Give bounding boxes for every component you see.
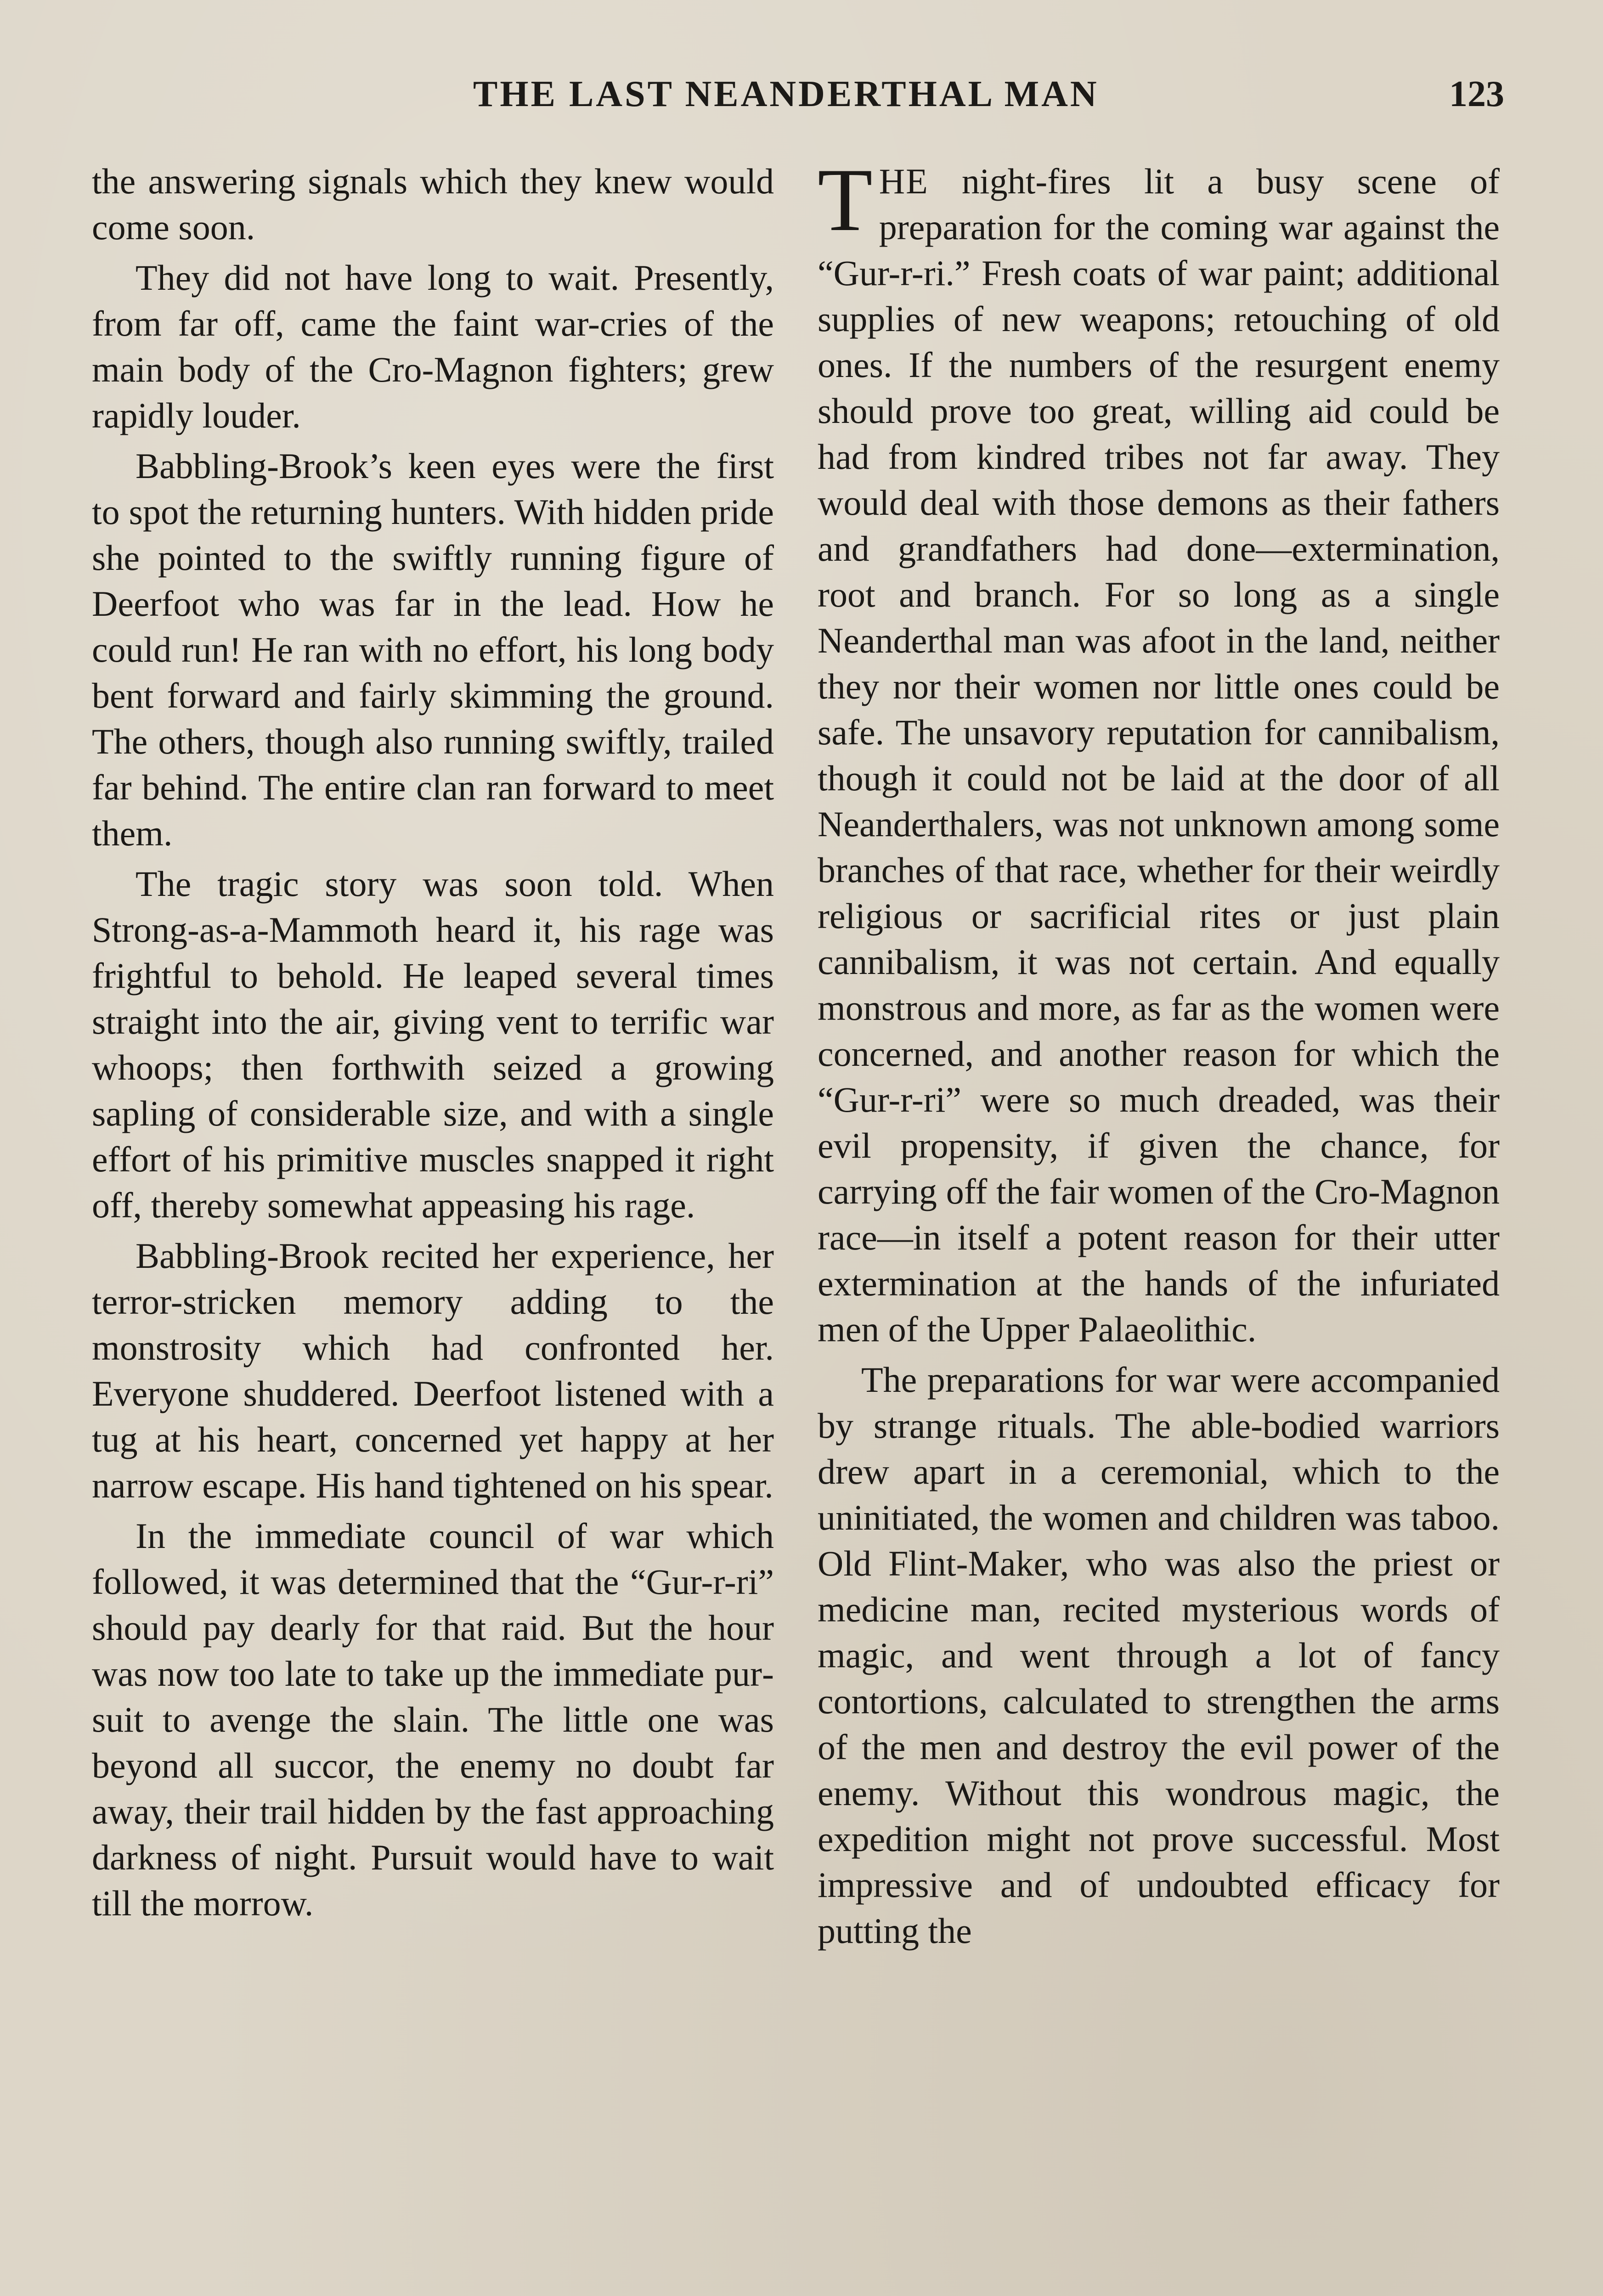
paragraph: In the immediate council of war which followed, it was determined that the “Gur-r-ri” should pay dearly for that raid. But the hour was now too late to take up the immediate pursuit to avenge the slain. The little one was beyond all succor, the enemy no doubt far away, their trail hidden by the fast approaching darkness of night. Pursuit would have to wait till the morrow. [92,1516,774,1923]
right-column [818,150,1500,1958]
paragraph: Babbling-Brook recited her experience, her terror-stricken memory adding to the monstrosity which had confronted her. Everyone shuddered. Deerfoot listened with a tug at his heart, concerned yet happy at her narrow escape. His hand tightened on his spear. [92,1236,774,1505]
paragraph: They did not have long to wait. Presently, from far off, came the faint war-cries of the main body of the Cro-Magnon fighters; grew rapidly louder. [92,258,774,435]
left-column [92,158,774,1931]
paragraph: Babbling-Brook’s keen eyes were the first to spot the returning hunters. With hidden pride she pointed to the swiftly running figure of Deerfoot who was far in the lead. How he could run! He ran with no effort, his long body bent forward and fairly skimming the ground. The others, though also running swiftly, trailed far behind. The entire clan ran forward to meet them. [92,446,774,853]
opening-paragraph [818,150,1500,1352]
paragraph-text: night-fires lit a busy scene of preparation for the coming war against the “Gur-r-ri.” Fresh coats of war paint; additional supplies of new weapons; retouching of old ones. If the numbers of the resurgent enemy should prove too great, willing aid could be had from kindred tribes not far away. They would deal with those demons as their fathers and grandfathers had done—extermination, root and branch. For so long as a single Neanderthal man was afoot in the land, neither they nor their women nor little ones could be safe. The unsavory reputation for cannibalism, though it could not be laid at the door of all Neanderthalers, was not unknown among some branches of that race, whether for their weirdly religious or sacrificial rites or just plain cannibalism, it was not certain. And equally monstrous and more, as far as the women were concerned, and another reason for which the “Gur-r-ri” were so much dreaded, was their evil propensity, if given the chance, for carrying off the fair women of the Cro-Magnon race—in itself a potent reason for their utter extermination at the hands of the infuriated men of the Upper Palaeolithic. [818,161,1500,1349]
page-header [0,73,1603,124]
running-title: THE LAST NEANDERTHAL MAN [473,74,1099,114]
first-word-rest: HE [879,161,929,201]
paragraph: the answering signals which they knew would come soon. [92,161,774,247]
paragraph: The tragic story was soon told. When Strong-as-a-Mammoth heard it, his rage was frightful to behold. He leaped several times straight into the air, giving vent to terrific war whoops; then forthwith seized a growing sapling of considerable size, and with a single effort of his primitive muscles snapped it right off, thereby somewhat appeasing his rage. [92,864,774,1225]
drop-cap: T [818,150,873,250]
page-number: 123 [1449,74,1504,114]
paragraph: The preparations for war were accompanied by strange rituals. The able-bodied warriors drew apart in a ceremonial, which to the uninitiated, the women and children was taboo. Old Flint-Maker, who was also the priest or medicine man, recited mysterious words of magic, and went through a lot of fancy contortions, calculated to strengthen the arms of the men and destroy the evil power of the enemy. Without this wondrous magic, the expedition might not prove successful. Most impressive and of undoubted efficacy for putting the [818,1360,1500,1951]
